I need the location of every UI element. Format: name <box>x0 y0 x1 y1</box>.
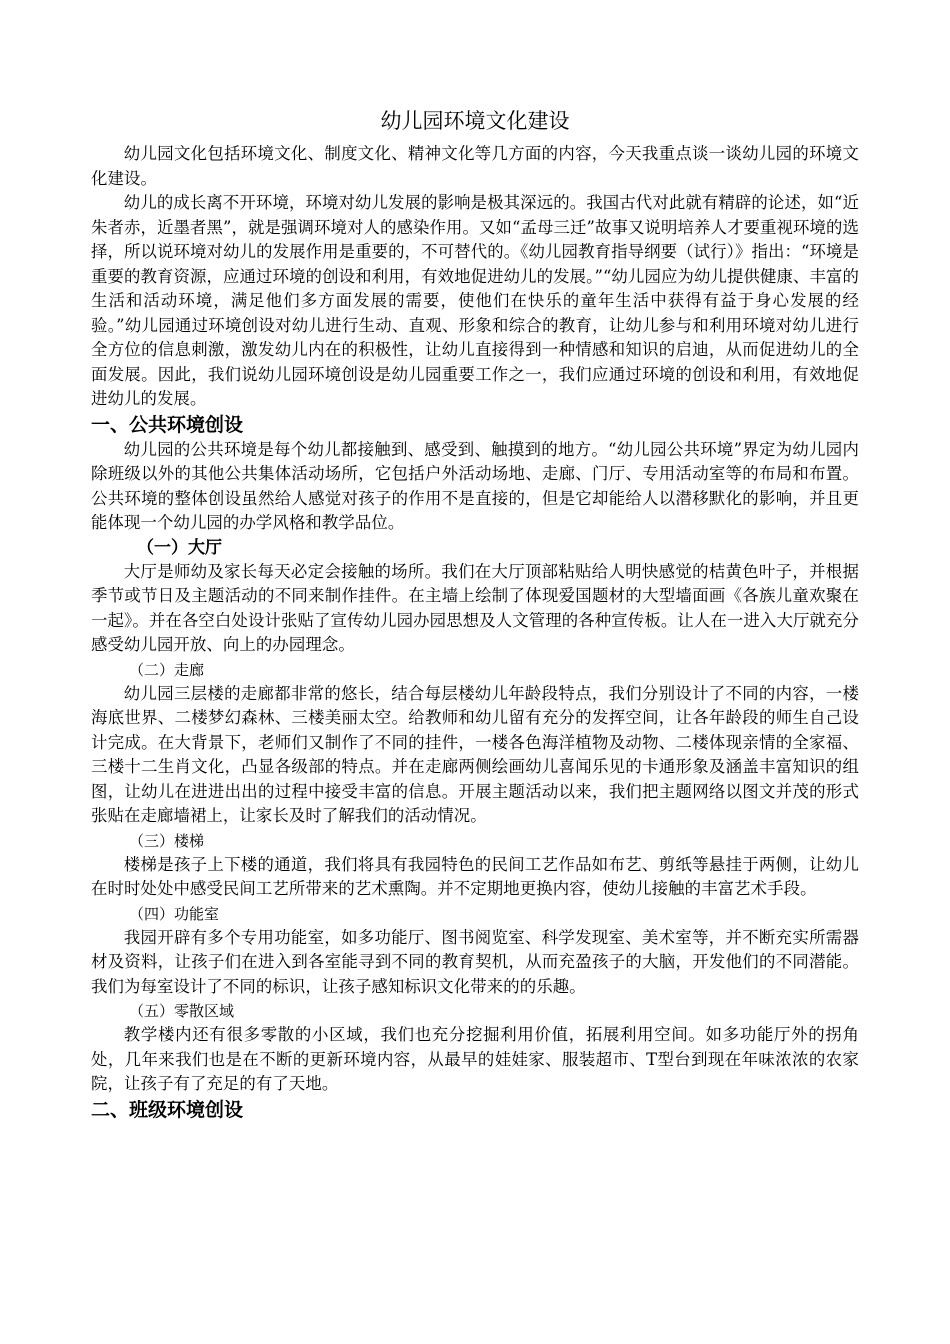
subsection-heading-corridor: （二）走廊 <box>129 660 205 679</box>
subsection-heading-hall: （一）大厅 <box>137 537 222 558</box>
subsection-heading-scattered-areas: （五）零散区域 <box>129 1002 235 1020</box>
intro-paragraph-2: 幼儿的成长离不开环境，环境对幼儿发展的影响是极其深远的。我国古代对此就有精辟的论述，如“近朱者赤，近墨者黑”，就是强调环境对人的感染作用。又如“孟母三迁”故事又说明培养人才要重视环境的选择，所以说环境对幼儿的发展作用是重要的，不可替代的。《幼儿园教育指导纲要（试行）》指出：“环境是重要的教育资源，应通过环境的创设和利用，有效地促进幼儿的发展。”“幼儿园应为幼儿提供健康、丰富的生活和活动环境，满足他们多方面发展的需要，使他们在快乐的童年生活中获得有益于身心发展的经验。”幼儿园通过环境创设对幼儿进行生动、直观、形象和综合的教育，让幼儿参与和利用环境对幼儿进行全方位的信息刺激，激发幼儿内在的积极性，让幼儿直接得到一种情感和知识的启迪，从而促进幼儿的全面发展。因此，我们说幼儿园环境创设是幼儿园重要工作之一，我们应通过环境的创设和利用，有效地促进幼儿的发展。 <box>91 193 859 408</box>
stairs-paragraph: 楼梯是孩子上下楼的通道，我们将具有我园特色的民间工艺作品如布艺、剪纸等悬挂于两侧，让幼儿在时时处处中感受民间工艺所带来的艺术熏陶。并不定期地更换内容，使幼儿接触的丰富艺术手段。 <box>91 854 859 898</box>
section-1-paragraph: 幼儿园的公共环境是每个幼儿都接触到、感受到、触摸到的地方。“幼儿园公共环境”界定为幼儿园内除班级以外的其他公共集体活动场所，它包括户外活动场地、走廊、门厅、专用活动室等的布局和布置。公共环境的整体创设虽然给人感觉对孩子的作用不是直接的，但是它却能给人以潜移默化的影响，并且更能体现一个幼儿园的办学风格和教学品位。 <box>91 439 859 532</box>
corridor-paragraph: 幼儿园三层楼的走廊都非常的悠长，结合每层楼幼儿年龄段特点，我们分别设计了不同的内容，一楼海底世界、二楼梦幻森林、三楼美丽太空。给教师和幼儿留有充分的发挥空间，让各年龄段的师生自己设计完成。在大背景下，老师们又制作了不同的挂件，一楼各色海洋植物及动物、二楼体现亲情的全家福、三楼十二生肖文化，凸显各级部的特点。并在走廊两侧绘画幼儿喜闻乐见的卡通形象及涵盖丰富知识的组图，让幼儿在进进出出的过程中接受丰富的信息。开展主题活动以来，我们把主题网络以图文并茂的形式张贴在走廊墙裙上，让家长及时了解我们的活动情况。 <box>91 683 859 825</box>
subsection-heading-function-rooms: （四）功能室 <box>129 904 220 923</box>
page-title: 幼儿园环境文化建设 <box>380 109 570 133</box>
document-page <box>91 104 859 1123</box>
scattered-areas-paragraph: 教学楼内还有很多零散的小区域，我们也充分挖掘利用价值，拓展利用空间。如多功能厅外的拐角处，几年来我们也是在不断的更新环境内容，从最早的娃娃家、服装超市、T型台到现在年味浓浓的农家院，让孩子有了充足的有了天地。 <box>91 1025 859 1093</box>
intro-paragraph-1: 幼儿园文化包括环境文化、制度文化、精神文化等几方面的内容，今天我重点谈一谈幼儿园的环境文化建设。 <box>91 144 859 188</box>
section-heading-class-environment: 二、班级环境创设 <box>91 1098 244 1121</box>
function-rooms-paragraph: 我园开辟有多个专用功能室，如多功能厅、图书阅览室、科学发现室、美术室等，并不断充实所需器材及资料，让孩子们在进入到各室能寻到不同的教育契机，从而充盈孩子的大脑，开发他们的不同潜能。我们为每室设计了不同的标识，让孩子感知标识文化带来的的乐趣。 <box>91 927 859 996</box>
section-heading-public-environment: 一、公共环境创设 <box>91 413 244 436</box>
subsection-heading-stairs: （三）楼梯 <box>129 831 205 850</box>
hall-paragraph: 大厅是师幼及家长每天必定会接触的场所。我们在大厅顶部粘贴给人明快感觉的桔黄色叶子，并根据季节或节日及主题活动的不同来制作挂件。在主墙上绘制了体现爱国题材的大型墙面画《各族儿童欢聚在一起》。并在各空白处设计张贴了宣传幼儿园办园思想及人文管理的各种宣传板。让人在一进入大厅就充分感受幼儿园开放、向上的办园理念。 <box>91 561 859 654</box>
